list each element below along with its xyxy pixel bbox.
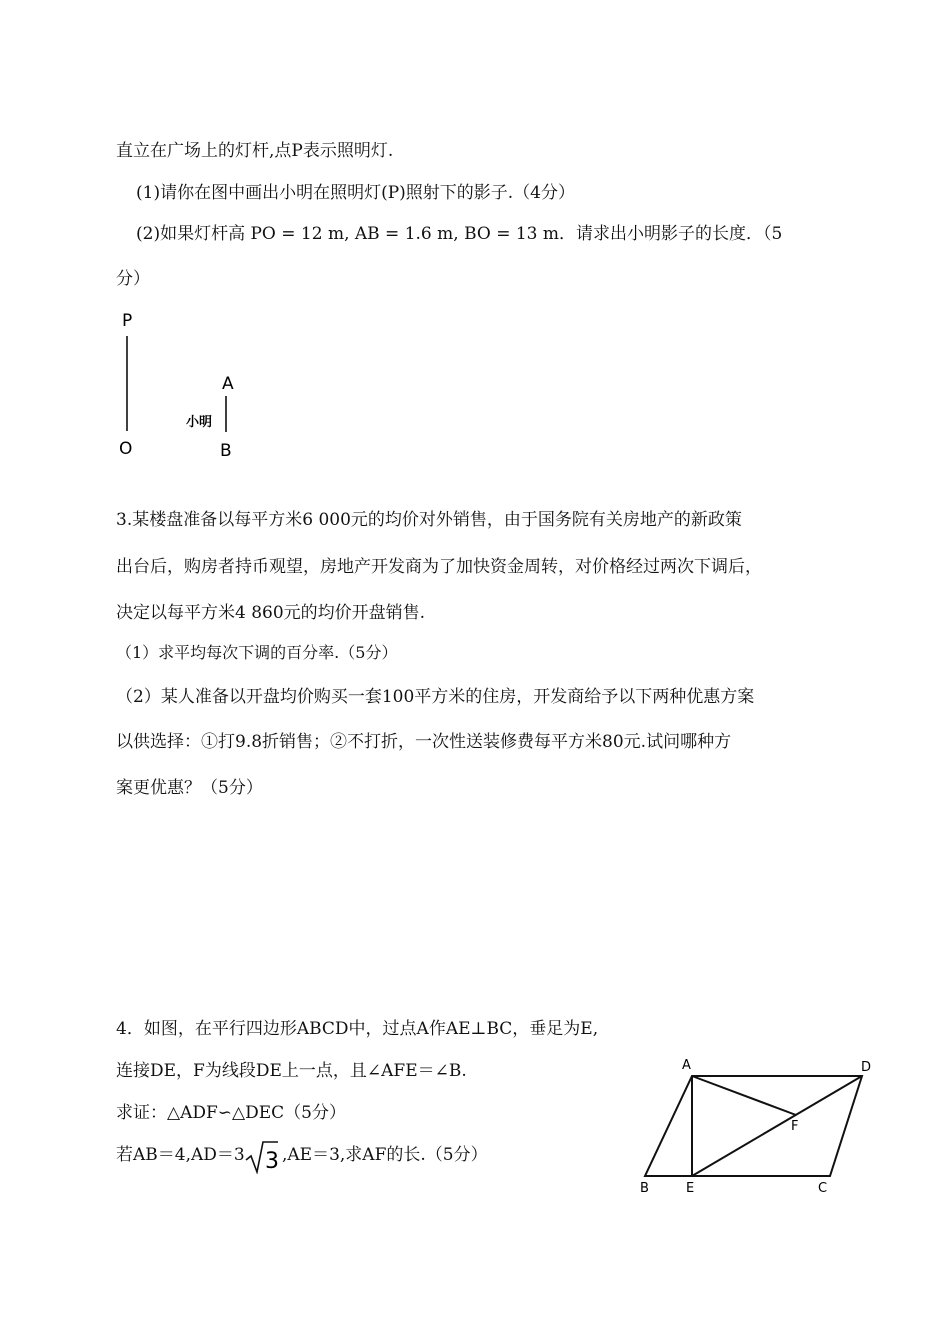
label-f: F [791,1119,799,1134]
label-b: B [220,441,232,461]
q3-part2-line3: 案更优惠？（5分） [116,778,263,798]
sqrt-symbol [244,1134,280,1174]
parallelogram-abcd [645,1076,862,1176]
q2-part1: (1)请你在图中画出小明在照明灯(P)照射下的影子.（4分） [136,183,576,203]
label-p: P [122,311,133,331]
label-e: E [686,1181,695,1196]
q3-line3: 决定以每平方米4 860元的均价开盘销售. [116,603,426,623]
q3-part2-line1: （2）某人准备以开盘均价购买一套100平方米的住房，开发商给予以下两种优惠方案 [116,687,755,707]
label-o: O [119,439,133,459]
label-person: 小明 [186,415,213,430]
label-a: A [682,1058,691,1073]
q4-line4-post: ,AE＝3,求AF的长.（5分） [282,1145,488,1165]
parallelogram-figure [630,1045,890,1205]
q2-intro: 直立在广场上的灯杆,点P表示照明灯. [116,141,394,161]
q4-line3: 求证：△ADF∽△DEC（5分） [116,1103,346,1123]
q4-line2: 连接DE，F为线段DE上一点，且∠AFE＝∠B. [116,1061,467,1081]
sqrt-radicand: 3 [265,1149,279,1174]
label-c: C [818,1181,828,1196]
label-a: A [222,374,234,394]
segment-de [692,1076,862,1176]
q3-part1: （1）求平均每次下调的百分率.（5分） [116,643,398,662]
label-b: B [640,1181,649,1196]
label-d: D [861,1060,872,1075]
q3-line2: 出台后，购房者持币观望，房地产开发商为了加快资金周转，对价格经过两次下调后， [116,557,762,577]
segment-af [692,1076,796,1115]
q2-part2: (2)如果灯杆高 PO = 12 m, AB = 1.6 m, BO = 13 m．请求出小明影子的长度．（5 [136,224,783,244]
q2-part2-cont: 分） [116,269,150,289]
q3-part2-line2: 以供选择：①打9.8折销售；②不打折，一次性送装修费每平方米80元.试问哪种方 [116,732,732,752]
q4-line1: 4．如图，在平行四边形ABCD中，过点A作AE⊥BC，垂足为E, [116,1019,599,1039]
q4-line4-pre: 若AB＝4,AD＝3 [116,1145,245,1165]
q3-line1: 3.某楼盘准备以每平方米6 000元的均价对外销售，由于国务院有关房地产的新政策 [116,510,742,530]
lamp-post-figure [100,300,280,470]
